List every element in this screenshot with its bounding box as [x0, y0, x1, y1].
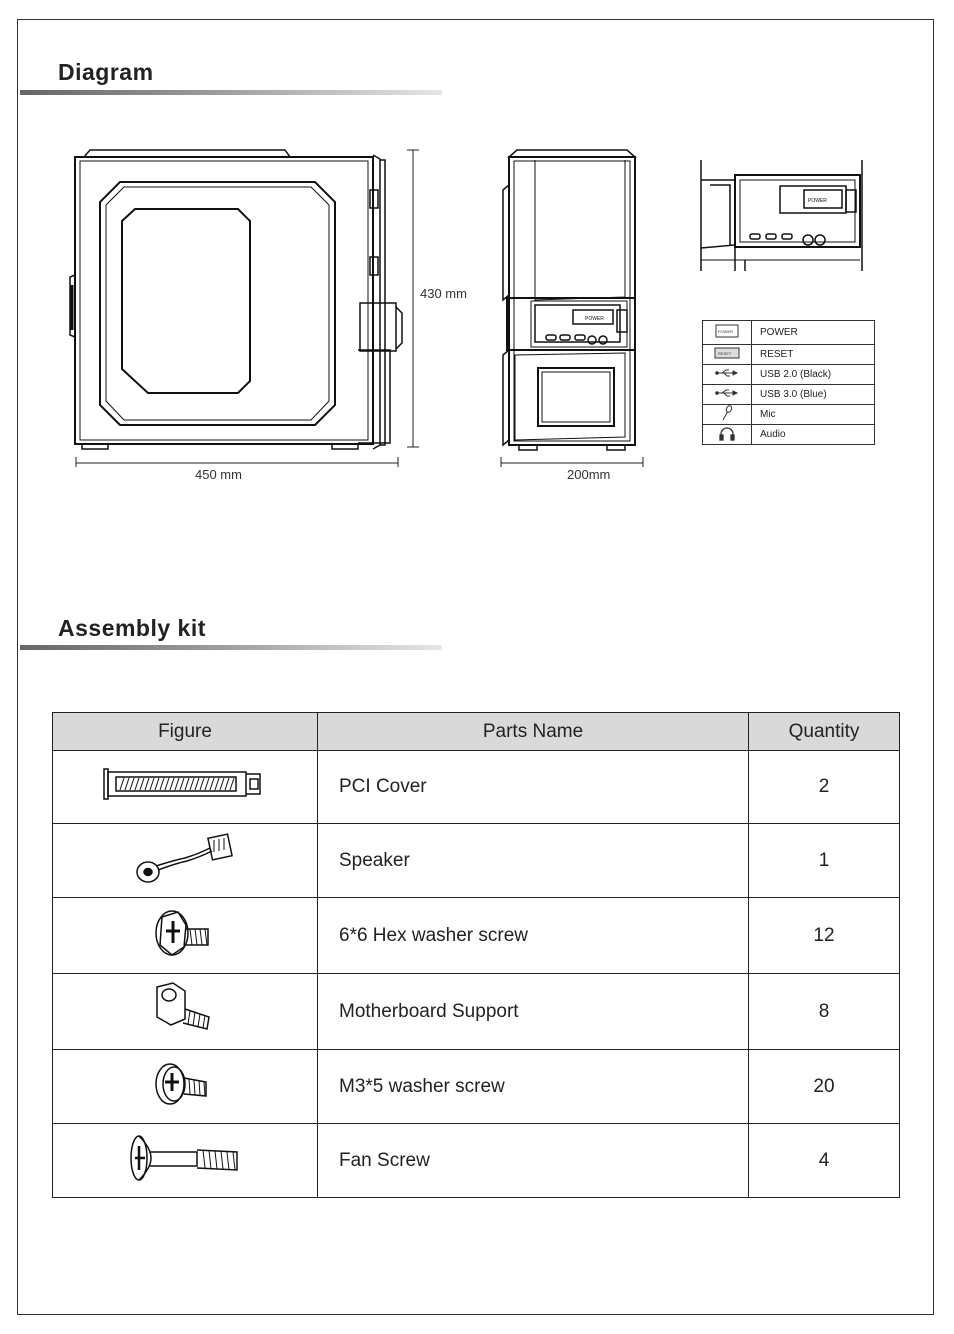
part-quantity: 20	[749, 1050, 900, 1124]
pci-cover-icon	[100, 786, 270, 807]
part-quantity: 2	[749, 751, 900, 824]
part-name: 6*6 Hex washer screw	[318, 898, 749, 974]
legend-label: USB 2.0 (Black)	[752, 365, 875, 385]
table-row	[53, 824, 900, 898]
legend-row	[703, 405, 875, 425]
speaker-icon	[130, 870, 240, 891]
part-quantity: 8	[749, 974, 900, 1050]
height-dimension-label: 430 mm	[420, 286, 467, 301]
column-header-figure: Figure	[53, 713, 318, 751]
legend-label: RESET	[752, 345, 875, 365]
diagram-title-rule	[20, 90, 442, 95]
table-row	[53, 751, 900, 824]
io-legend-table	[702, 320, 875, 445]
part-quantity: 4	[749, 1124, 900, 1198]
usb-icon	[715, 370, 739, 381]
diagram-title: Diagram	[58, 59, 154, 85]
part-name: PCI Cover	[318, 751, 749, 824]
legend-row	[703, 385, 875, 405]
legend-row	[703, 321, 875, 345]
column-header-parts-name: Parts Name	[318, 713, 749, 751]
svg-text:POWER: POWER	[808, 198, 827, 204]
part-quantity: 1	[749, 824, 900, 898]
legend-label: Mic	[752, 405, 875, 425]
svg-text:POWER: POWER	[718, 329, 734, 334]
table-row	[53, 1050, 900, 1124]
mic-icon	[720, 413, 734, 424]
hex-washer-screw-icon	[150, 947, 220, 968]
legend-label: Audio	[752, 425, 875, 445]
m3-washer-screw-icon	[150, 1096, 220, 1117]
usb-icon	[715, 390, 739, 401]
column-header-quantity: Quantity	[749, 713, 900, 751]
part-name: Motherboard Support	[318, 974, 749, 1050]
assembly-kit-title-rule	[20, 645, 442, 650]
legend-row	[703, 365, 875, 385]
depth-dimension-label: 450 mm	[195, 467, 242, 482]
legend-row	[703, 425, 875, 445]
legend-row	[703, 345, 875, 365]
svg-text:RESET: RESET	[718, 351, 732, 356]
width-dimension-label: 200mm	[567, 467, 611, 482]
table-row	[53, 898, 900, 974]
reset-button-icon	[714, 351, 740, 362]
assembly-kit-table	[52, 712, 900, 1198]
part-name: Speaker	[318, 824, 749, 898]
table-header-row	[53, 713, 900, 751]
svg-text:POWER: POWER	[585, 316, 604, 322]
legend-label: USB 3.0 (Blue)	[752, 385, 875, 405]
table-row	[53, 974, 900, 1050]
headphone-icon	[719, 433, 735, 444]
part-name: M3*5 washer screw	[318, 1050, 749, 1124]
case-side-view	[60, 145, 480, 485]
legend-label: POWER	[752, 321, 875, 345]
motherboard-support-icon	[145, 1023, 225, 1044]
fan-screw-icon	[125, 1170, 245, 1191]
part-quantity: 12	[749, 898, 900, 974]
assembly-kit-title: Assembly kit	[58, 615, 206, 641]
case-front-view	[495, 145, 655, 485]
table-row	[53, 1124, 900, 1198]
io-panel-detail	[700, 160, 865, 272]
part-name: Fan Screw	[318, 1124, 749, 1198]
power-button-icon	[715, 330, 739, 341]
